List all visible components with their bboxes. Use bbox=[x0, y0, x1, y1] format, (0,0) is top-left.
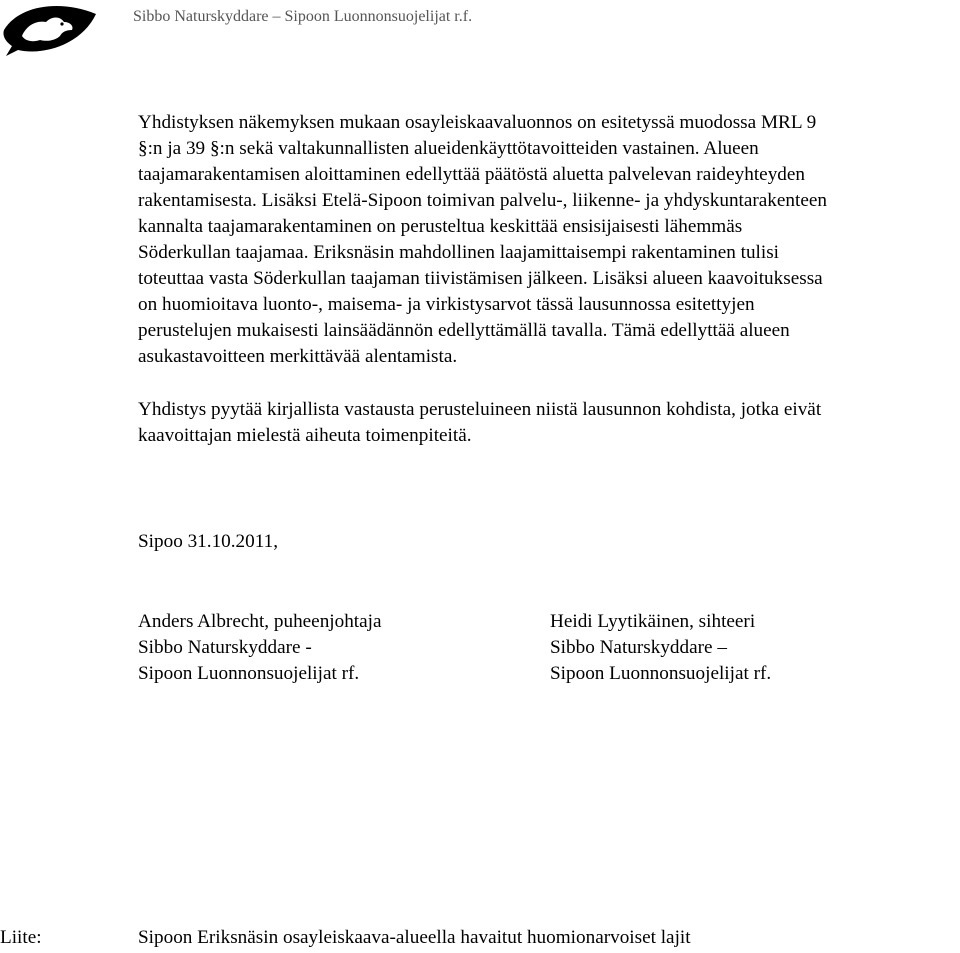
signer-org: Sibbo Naturskyddare - bbox=[138, 637, 312, 658]
request-paragraph bbox=[138, 397, 960, 449]
organization-header: Sibbo Naturskyddare – Sipoon Luonnonsuojelijat r.f. bbox=[133, 8, 473, 25]
text-line: asukastavoitteen merkittävää alentamista. bbox=[138, 346, 458, 367]
text-line: Söderkullan taajamaa. Eriksnäsin mahdollinen laajamittaisempi rakentaminen tulisi bbox=[138, 242, 780, 263]
signature-secretary bbox=[550, 609, 771, 687]
text-line: perustelujen mukaisesti lainsäädännön edellyttämällä tavalla. Tämä edellyttää alueen bbox=[138, 320, 790, 341]
leaf-logo-icon bbox=[0, 0, 100, 58]
text-line: toteuttaa vasta Söderkullan taajaman tiivistämisen jälkeen. Lisäksi alueen kaavoituksessa bbox=[138, 268, 823, 289]
text-line: on huomioitava luonto-, maisema- ja virkistysarvot tässä lausunnossa esitettyjen bbox=[138, 294, 755, 315]
text-line: Yhdistys pyytää kirjallista vastausta perusteluineen niistä lausunnon kohdista, jotka eivät bbox=[138, 399, 822, 420]
signer-org: Sipoon Luonnonsuojelijat rf. bbox=[550, 663, 772, 684]
text-line: §:n ja 39 §:n sekä valtakunnallisten alueidenkäyttötavoitteiden vastainen. Alueen bbox=[138, 138, 759, 159]
date-line: Sipoo 31.10.2011, bbox=[138, 531, 279, 552]
page-header bbox=[0, 0, 960, 60]
text-line: Yhdistyksen näkemyksen mukaan osayleiskaavaluonnos on esitetyssä muodossa MRL 9 bbox=[138, 112, 817, 133]
statement-paragraph bbox=[138, 110, 960, 370]
attachment-label: Liite: bbox=[0, 927, 42, 948]
signer-org: Sipoon Luonnonsuojelijat rf. bbox=[138, 663, 360, 684]
signer-org: Sibbo Naturskyddare – bbox=[550, 637, 727, 658]
text-line: kaavoittajan mielestä aiheuta toimenpiteitä. bbox=[138, 425, 472, 446]
text-line: rakentamisesta. Lisäksi Etelä-Sipoon toimivan palvelu-, liikenne- ja yhdyskuntarakenteen bbox=[138, 190, 827, 211]
text-line: taajamarakentamisen aloittaminen edellyttää päätöstä aluetta palvelevan raideyhteyden bbox=[138, 164, 805, 185]
text-line: kannalta taajamarakentaminen on perusteltua keskittää ensisijaisesti lähemmäs bbox=[138, 216, 743, 237]
signer-name: Heidi Lyytikäinen, sihteeri bbox=[550, 611, 756, 632]
attachment-title: Sipoon Eriksnäsin osayleiskaava-alueella havaitut huomionarvoiset lajit bbox=[138, 927, 691, 948]
signature-chairman bbox=[138, 609, 382, 687]
signer-name: Anders Albrecht, puheenjohtaja bbox=[138, 611, 382, 632]
